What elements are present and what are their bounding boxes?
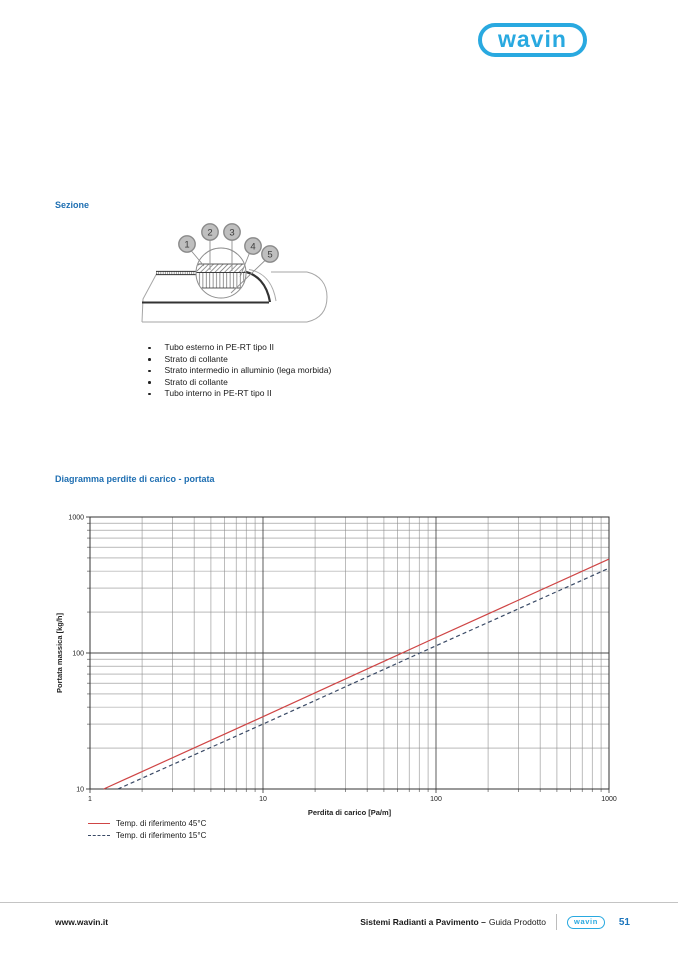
list-item-text: Tubo esterno in PE-RT tipo II (164, 342, 274, 352)
pipe-section-diagram (140, 215, 350, 330)
y-tick-label: 100 (72, 650, 84, 658)
footer-divider-rule (0, 902, 678, 903)
footer-doc-subtitle: Guida Prodotto (488, 917, 547, 927)
y-tick-label: 1000 (68, 514, 84, 522)
list-item (148, 342, 468, 354)
footer (55, 912, 630, 932)
chart-container (50, 505, 630, 822)
bullet-icon (148, 358, 151, 361)
legend-label-15c: Temp. di riferimento 15°C (116, 830, 207, 840)
list-item-text: Strato intermedio in alluminio (lega morbida) (164, 365, 332, 376)
callout-5 (262, 246, 278, 262)
footer-wavin-logo (567, 916, 605, 929)
layer-aluminium-stripes (194, 273, 248, 289)
wavin-logo-text: wavin (498, 25, 567, 52)
page-number: 51 (618, 916, 630, 928)
callout-1 (179, 236, 195, 252)
legend-item-15c (88, 829, 206, 841)
callout-4-label: 4 (250, 241, 256, 253)
chart-heading: Diagramma perdite di carico - portata (55, 474, 215, 484)
callout-2 (202, 224, 218, 240)
chart-legend (88, 817, 206, 841)
bullet-icon (148, 347, 151, 350)
callout-2-label: 2 (207, 227, 213, 239)
list-item (148, 365, 468, 377)
x-tick-label: 10 (259, 796, 267, 803)
callout-3 (224, 224, 240, 240)
callout-1-label: 1 (184, 239, 190, 251)
y-tick-label: 10 (76, 786, 84, 794)
y-axis-title: Portata massica [kg/h] (55, 612, 64, 694)
footer-vertical-divider (556, 914, 557, 930)
wavin-logo (478, 23, 587, 57)
x-tick-label: 100 (430, 796, 442, 803)
list-item (148, 354, 468, 366)
legend-item-45c (88, 817, 206, 829)
bullet-icon (148, 381, 151, 384)
layer-outer-tube-hatch (194, 264, 248, 273)
footer-website-link[interactable]: www.wavin.it (55, 917, 109, 927)
list-item-text: Strato di collante (164, 376, 228, 387)
layer-list (148, 342, 468, 400)
x-axis-title: Perdita di carico [Pa/m] (307, 808, 392, 817)
list-item-text: Tubo interno in PE-RT tipo II (164, 388, 272, 399)
bullet-icon (148, 393, 151, 396)
list-item-text: Strato di collante (164, 353, 228, 364)
bullet-icon (148, 370, 151, 373)
footer-doc-title: Sistemi Radianti a Pavimento – (360, 917, 486, 927)
loss-flow-chart (50, 505, 630, 817)
series-line-1 (118, 568, 609, 789)
x-tick-label: 1 (88, 796, 92, 803)
footer-right-group (360, 914, 630, 930)
callout-4 (245, 238, 261, 254)
callout-3-label: 3 (229, 227, 235, 239)
legend-label-45c: Temp. di riferimento 45°C (116, 818, 207, 828)
legend-line-15c-swatch (88, 835, 110, 836)
list-item (148, 377, 468, 389)
pipe-cut-edge (244, 272, 270, 303)
footer-wavin-logo-text: wavin (574, 917, 598, 926)
callout-5-label: 5 (267, 249, 273, 261)
section-heading: Sezione (55, 200, 90, 210)
x-tick-label: 1000 (601, 796, 617, 803)
legend-line-45c-swatch (88, 823, 110, 824)
list-item (148, 388, 468, 400)
